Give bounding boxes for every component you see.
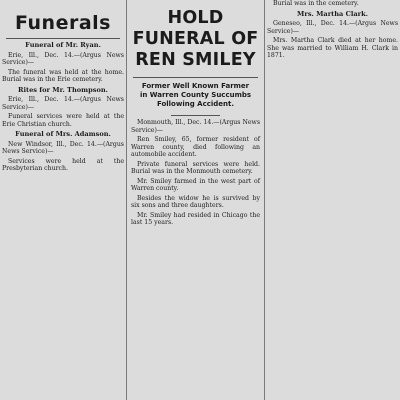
article-subhead: Mrs. Martha Clark. (297, 9, 368, 18)
section-title: Funerals (15, 12, 111, 34)
article-body: Burial was in the cemetery. (273, 0, 359, 7)
obituary-article (2, 42, 124, 84)
column-rule (264, 0, 265, 400)
article-paragraph: Mr. Smiley had resided in Chicago the last 15 years. (131, 211, 260, 226)
article-dateline: Monmouth, Ill., Dec. 14.—(Argus News Service)— (131, 119, 260, 134)
article-paragraph: Ren Smiley, 65, former resident of Warren county, died following an automobile accident. (131, 136, 260, 158)
article-paragraph: Private funeral services were held. Burial was in the Monmouth cemetery. (131, 160, 260, 175)
right-column (267, 0, 398, 400)
article-body: Funeral services were held at the Erie Christian church. (2, 113, 124, 128)
article-dateline: New Windsor, Ill., Dec. 14.—(Argus News Service)— (2, 140, 124, 155)
article-dateline: Erie, Ill., Dec. 14.—(Argus News Service)— (2, 96, 124, 111)
article-paragraph: Mr. Smiley farmed in the west part of Warren county. (131, 177, 260, 192)
article-paragraph: Besides the widow he is survived by six sons and three daughters. (131, 194, 260, 209)
divider (6, 38, 120, 39)
main-article-body (131, 119, 260, 227)
middle-column (129, 0, 262, 400)
main-headline: HOLD FUNERAL OF REN SMILEY (132, 8, 259, 70)
obituary-article (2, 131, 124, 173)
article-subhead: Funeral of Mr. Ryan. (25, 41, 101, 49)
headline-deck: Former Well Known Farmer in Warren County Succumbs Following Accident. (139, 82, 252, 108)
article-body: Mrs. Martha Clark died at her home. She was married to William H. Clark in 1871. (267, 37, 398, 59)
article-body: Services were held at the Presbyterian church. (2, 157, 124, 172)
divider (171, 115, 220, 116)
article-subhead: Rites for Mr. Thompson. (18, 85, 108, 94)
column-rule (126, 0, 127, 400)
article-subhead: Funeral of Mrs. Adamson. (15, 130, 111, 138)
divider (133, 77, 258, 78)
article-dateline: Geneseo, Ill., Dec. 14.—(Argus News Service)— (267, 20, 398, 35)
obituary-article (2, 87, 124, 129)
left-column (2, 0, 124, 400)
article-body: The funeral was held at the home. Burial was in the Erie cemetery. (2, 68, 124, 83)
article-dateline: Erie, Ill., Dec. 14.—(Argus News Service)— (2, 51, 124, 66)
